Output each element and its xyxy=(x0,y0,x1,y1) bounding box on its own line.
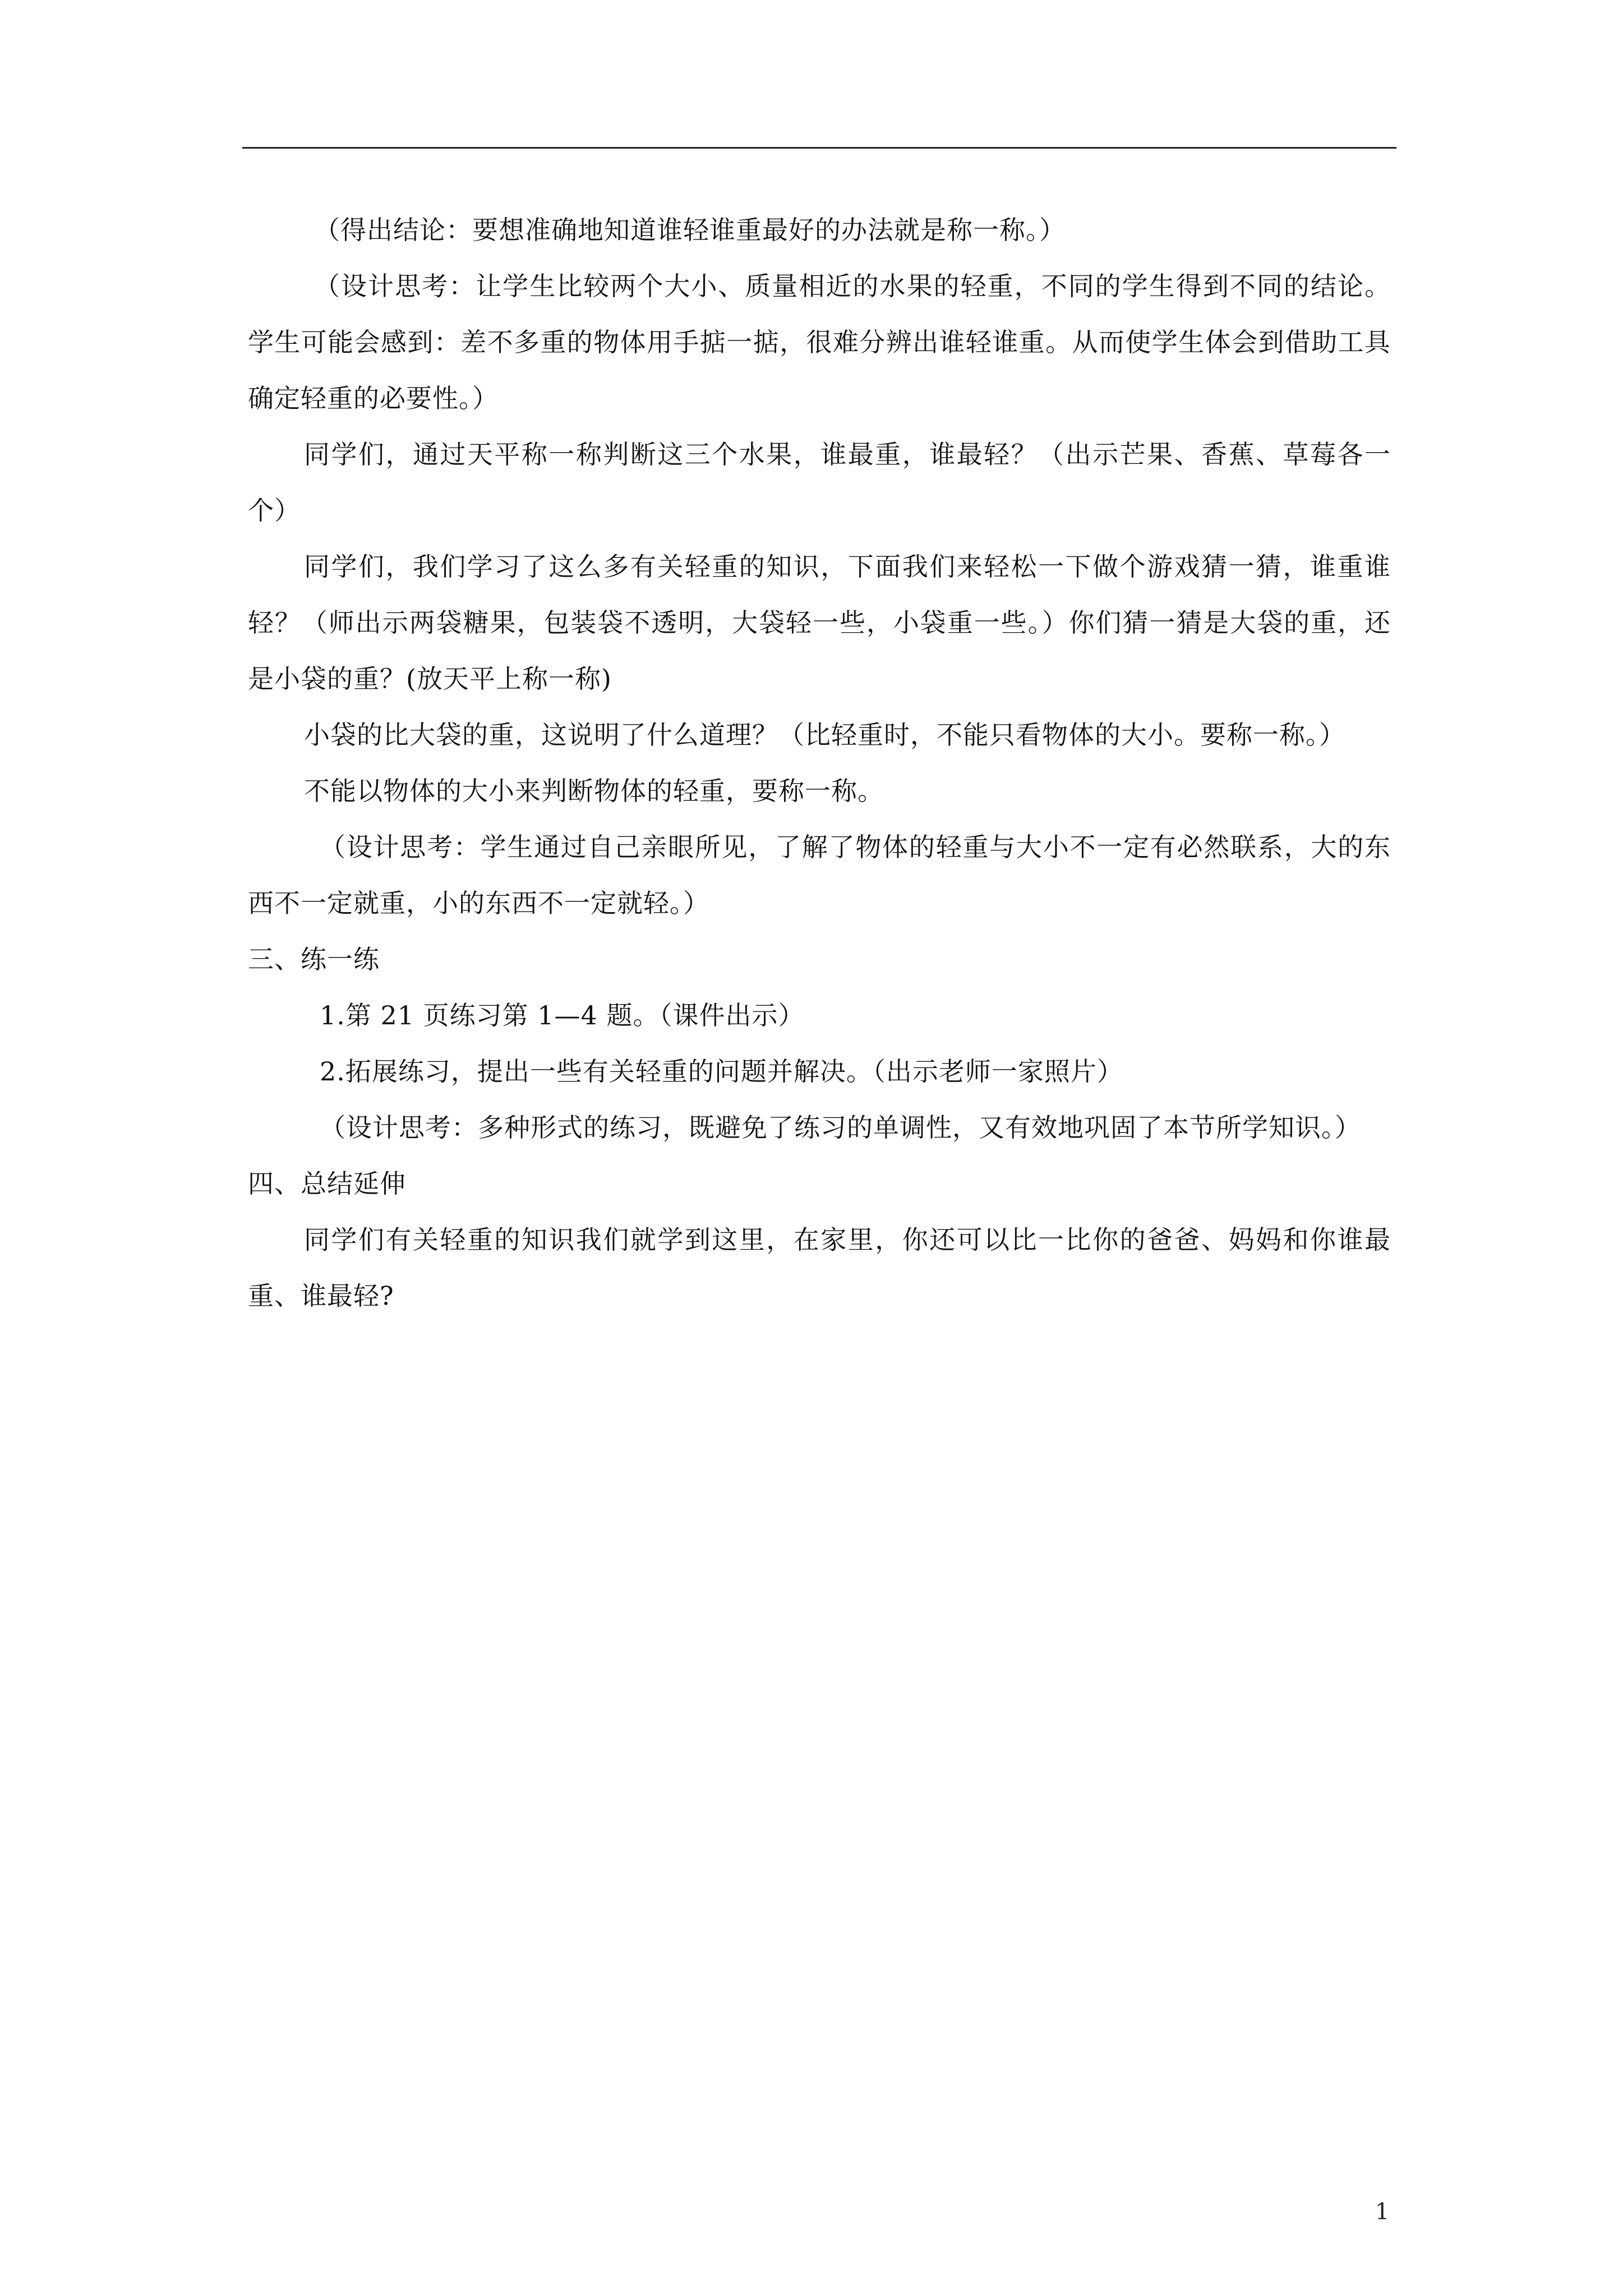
paragraph-rule: 不能以物体的大小来判断物体的轻重，要称一称。 xyxy=(304,776,884,806)
paragraph-design-thought: （设计思考：多种形式的练习，既避免了练习的单调性，又有效地巩固了本节所学知识。） xyxy=(320,1112,1361,1143)
header-rule xyxy=(242,147,1396,149)
page-number: 1 xyxy=(1375,2199,1390,2225)
paragraph-balance-question: 同学们，通过天平称一称判断这三个水果，谁最重，谁最轻？（出示芒果、香蕉、草莓各一个） xyxy=(248,439,1391,526)
paragraph-small-bag: 小袋的比大袋的重，这说明了什么道理？（比轻重时，不能只看物体的大小。要称一称。） xyxy=(304,720,1345,750)
paragraph-guess-game: 同学们，我们学习了这么多有关轻重的知识，下面我们来轻松一下做个游戏猜一猜，谁重谁轻？（师出示两袋糖果，包装袋不透明，大袋轻一些，小袋重一些。）你们猜一猜是大袋的重，还是小袋的重？(放天平上称一称) xyxy=(248,551,1391,694)
document-body xyxy=(248,202,1391,1324)
section-heading-summary: 四、总结延伸 xyxy=(248,1168,406,1199)
exercise-item: 2.拓展练习，提出一些有关轻重的问题并解决。（出示老师一家照片） xyxy=(320,1056,1123,1087)
paragraph-design-thought: （设计思考：学生通过自己亲眼所见，了解了物体的轻重与大小不一定有必然联系，大的东西不一定就重，小的东西不一定就轻。） xyxy=(248,832,1391,918)
paragraph-summary: 同学们有关轻重的知识我们就学到这里，在家里，你还可以比一比你的爸爸、妈妈和你谁最重、谁最轻? xyxy=(248,1225,1391,1311)
section-heading-practice: 三、练一练 xyxy=(248,944,380,974)
paragraph-design-thought: （设计思考：让学生比较两个大小、质量相近的水果的轻重，不同的学生得到不同的结论。学生可能会感到：差不多重的物体用手掂一掂，很难分辨出谁轻谁重。从而使学生体会到借助工具确定轻重的必要性。） xyxy=(248,271,1391,413)
exercise-item: 1.第 21 页练习第 1—4 题。（课件出示） xyxy=(320,1000,805,1030)
paragraph-conclusion: （得出结论：要想准确地知道谁轻谁重最好的办法就是称一称。） xyxy=(314,215,1066,245)
